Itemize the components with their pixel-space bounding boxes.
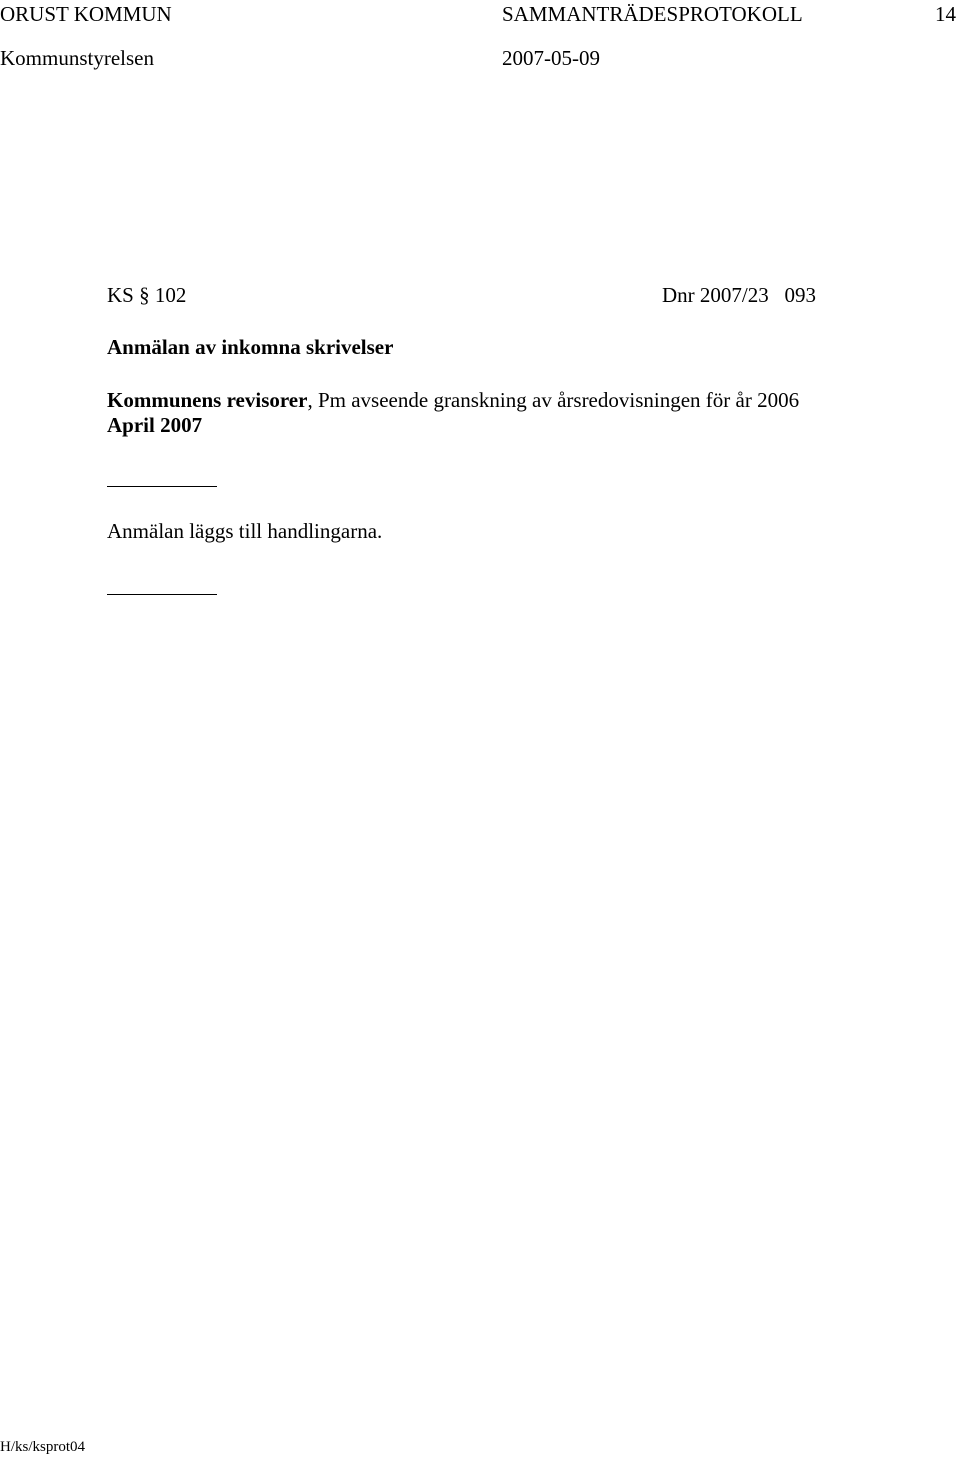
correspondence-subject: , Pm avseende granskning av årsredovisningen för år 2006 [307, 388, 800, 412]
document-type: SAMMANTRÄDESPROTOKOLL [502, 2, 803, 26]
meeting-date: 2007-05-09 [502, 46, 600, 70]
municipality-name: ORUST KOMMUN [0, 2, 172, 26]
separator-line [107, 594, 217, 595]
page-number: 14 [935, 2, 956, 26]
footer-file-path: H/ks/ksprot04 [0, 1439, 86, 1455]
decision-text: Anmälan läggs till handlingarna. [107, 519, 383, 543]
section-reference: KS § 102 [107, 283, 187, 307]
correspondence-date: April 2007 [107, 413, 203, 437]
diary-number: Dnr 2007/23 093 [662, 283, 816, 307]
separator-line [107, 486, 217, 487]
item-heading: Anmälan av inkomna skrivelser [107, 335, 394, 359]
sender-name: Kommunens revisorer [107, 388, 308, 412]
committee-name: Kommunstyrelsen [0, 46, 154, 70]
correspondence-entry [107, 390, 799, 411]
